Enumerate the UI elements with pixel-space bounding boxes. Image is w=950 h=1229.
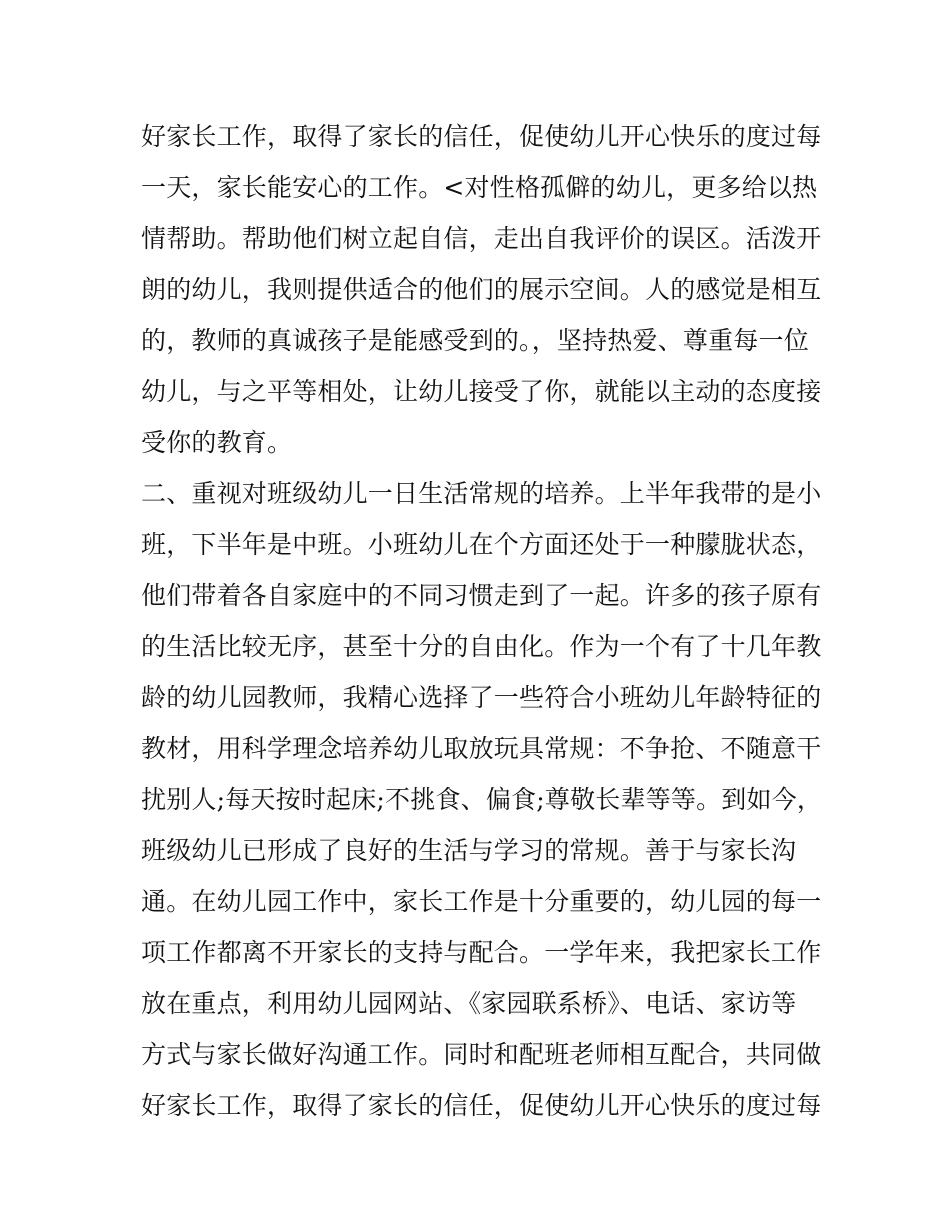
text-line: 朗的幼儿，我则提供适合的他们的展示空间。人的感觉是相互	[141, 275, 822, 304]
text-line: 扰别人;每天按时起床;不挑食、偏食;尊敬长辈等等。到如今，	[141, 785, 823, 814]
text-line: 一天，家长能安心的工作。<对性格孤僻的幼儿，更多给以热	[141, 173, 818, 202]
text-line: 方式与家长做好沟通工作。同时和配班老师相互配合，共同做	[141, 1040, 822, 1069]
text-body	[141, 111, 821, 1131]
text-line: 龄的幼儿园教师，我精心选择了一些符合小班幼儿年龄特征的	[141, 683, 822, 712]
text-line: 幼儿，与之平等相处，让幼儿接受了你，就能以主动的态度接	[141, 377, 822, 406]
text-line: 班级幼儿已形成了良好的生活与学习的常规。善于与家长沟	[141, 836, 797, 865]
text-line: 教材，用科学理念培养幼儿取放玩具常规：不争抢、不随意干	[141, 734, 822, 763]
text-line: 通。在幼儿园工作中，家长工作是十分重要的，幼儿园的每一	[141, 887, 822, 916]
text-line: 二、重视对班级幼儿一日生活常规的培养。上半年我带的是小	[141, 479, 822, 508]
text-line: 项工作都离不开家长的支持与配合。一学年来，我把家长工作	[141, 938, 822, 967]
text-line: 他们带着各自家庭中的不同习惯走到了一起。许多的孩子原有	[141, 581, 822, 610]
text-line: 放在重点，利用幼儿园网站、《家园联系桥》、电话、家访等	[141, 989, 797, 1018]
text-line: 的，教师的真诚孩子是能感受到的。，坚持热爱、尊重每一位	[141, 326, 809, 355]
text-line: 好家长工作，取得了家长的信任，促使幼儿开心快乐的度过每	[141, 122, 822, 151]
text-line: 受你的教育。	[141, 428, 293, 457]
text-line: 班，下半年是中班。小班幼儿在个方面还处于一种朦胧状态，	[141, 530, 822, 559]
text-line: 情帮助。帮助他们树立起自信，走出自我评价的误区。活泼开	[141, 224, 822, 253]
text-line: 好家长工作，取得了家长的信任，促使幼儿开心快乐的度过每	[141, 1091, 822, 1120]
text-line: 的生活比较无序，甚至十分的自由化。作为一个有了十几年教	[141, 632, 822, 661]
